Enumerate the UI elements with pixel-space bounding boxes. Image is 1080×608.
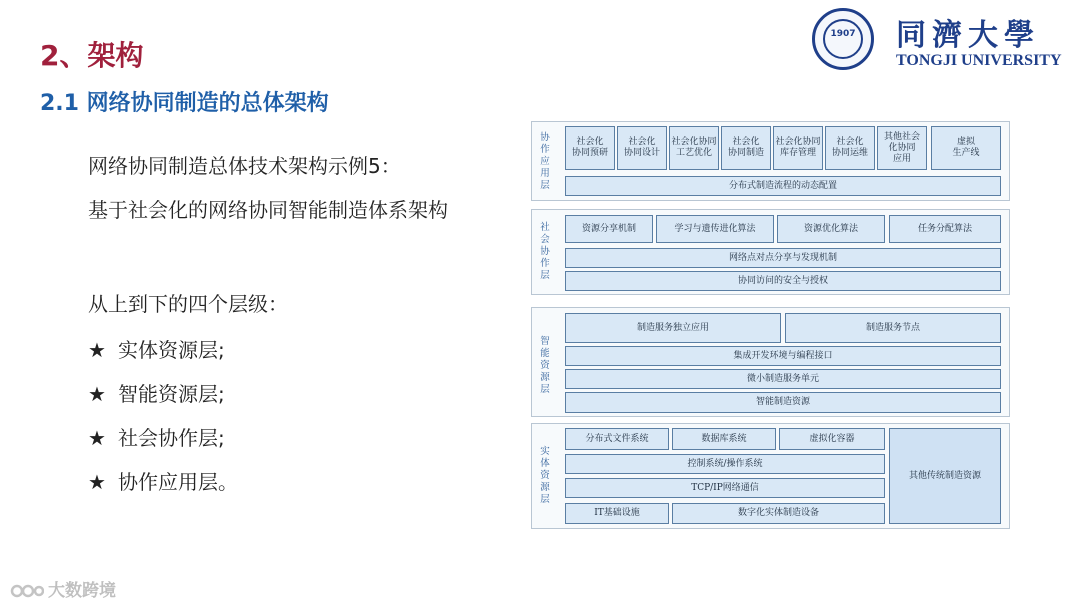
watermark-text: 大数跨境 (48, 581, 116, 601)
star-icon: ★ (88, 382, 106, 406)
architecture-diagram (531, 121, 1010, 529)
level-item (88, 334, 225, 363)
layer-collaboration-application (531, 121, 1010, 201)
diagram-box: TCP/IP网络通信 (565, 478, 885, 498)
level-item (88, 378, 225, 407)
layer-label: 社会协作层 (540, 222, 550, 281)
diagram-box: 控制系统/操作系统 (565, 454, 885, 474)
university-seal-icon (812, 8, 874, 70)
diagram-box: 数字化实体制造设备 (672, 503, 885, 524)
star-icon: ★ (88, 470, 106, 494)
seal-year: 1907 (830, 29, 856, 39)
diagram-box: 制造服务节点 (785, 313, 1001, 343)
layer-intelligent-resource (531, 307, 1010, 417)
diagram-box: 资源分享机制 (565, 215, 653, 243)
layer-social-collaboration (531, 209, 1010, 295)
example-title: 网络协同制造总体技术架构示例5： (88, 154, 401, 178)
diagram-box: 社会化 协同预研 (565, 126, 615, 170)
level-item (88, 422, 225, 451)
layer-label: 实体资源层 (540, 446, 550, 505)
diagram-box: 其他传统制造资源 (889, 428, 1001, 524)
level-text: 实体资源层; (118, 338, 225, 362)
diagram-box: 智能制造资源 (565, 392, 1001, 413)
diagram-box: 分布式文件系统 (565, 428, 669, 450)
diagram-box: 虚拟 生产线 (931, 126, 1001, 170)
diagram-box: 社会化 协同运维 (825, 126, 875, 170)
diagram-box: 集成开发环境与编程接口 (565, 346, 1001, 366)
diagram-box: 网络点对点分享与发现机制 (565, 248, 1001, 268)
university-name-en: TONGJI UNIVERSITY (896, 52, 1062, 69)
level-text: 协作应用层。 (118, 470, 238, 494)
layer-label: 智能资源层 (540, 336, 550, 395)
subsection-title: 2.1 网络协同制造的总体架构 (40, 91, 329, 116)
star-icon: ★ (88, 426, 106, 450)
diagram-box: 数据库系统 (672, 428, 776, 450)
tongji-logo (812, 8, 1080, 74)
diagram-box: 虚拟化容器 (779, 428, 885, 450)
diagram-box: 制造服务独立应用 (565, 313, 781, 343)
layer-physical-resource (531, 423, 1010, 529)
diagram-box: 社会化协同 工艺优化 (669, 126, 719, 170)
level-item (88, 466, 238, 495)
diagram-box: IT基础设施 (565, 503, 669, 524)
levels-intro: 从上到下的四个层级： (88, 292, 288, 316)
diagram-box: 任务分配算法 (889, 215, 1001, 243)
diagram-box: 资源优化算法 (777, 215, 885, 243)
diagram-box: 学习与遗传进化算法 (656, 215, 774, 243)
example-description: 基于社会化的网络协同智能制造体系架构 (88, 198, 448, 222)
diagram-box: 分布式制造流程的动态配置 (565, 176, 1001, 196)
diagram-box: 社会化协同 库存管理 (773, 126, 823, 170)
watermark-logo-icon (10, 581, 44, 601)
diagram-box: 社会化 协同制造 (721, 126, 771, 170)
diagram-box: 社会化 协同设计 (617, 126, 667, 170)
diagram-box: 其他社会 化协同 应用 (877, 126, 927, 170)
level-text: 智能资源层; (118, 382, 225, 406)
layer-label: 协作应用层 (540, 132, 550, 191)
level-text: 社会协作层; (118, 426, 225, 450)
diagram-box: 协同访问的安全与授权 (565, 271, 1001, 291)
watermark (10, 576, 116, 601)
section-title: 2、架构 (40, 39, 144, 72)
star-icon: ★ (88, 338, 106, 362)
university-name-cn: 同濟大學 (896, 18, 1040, 53)
diagram-box: 微小制造服务单元 (565, 369, 1001, 389)
